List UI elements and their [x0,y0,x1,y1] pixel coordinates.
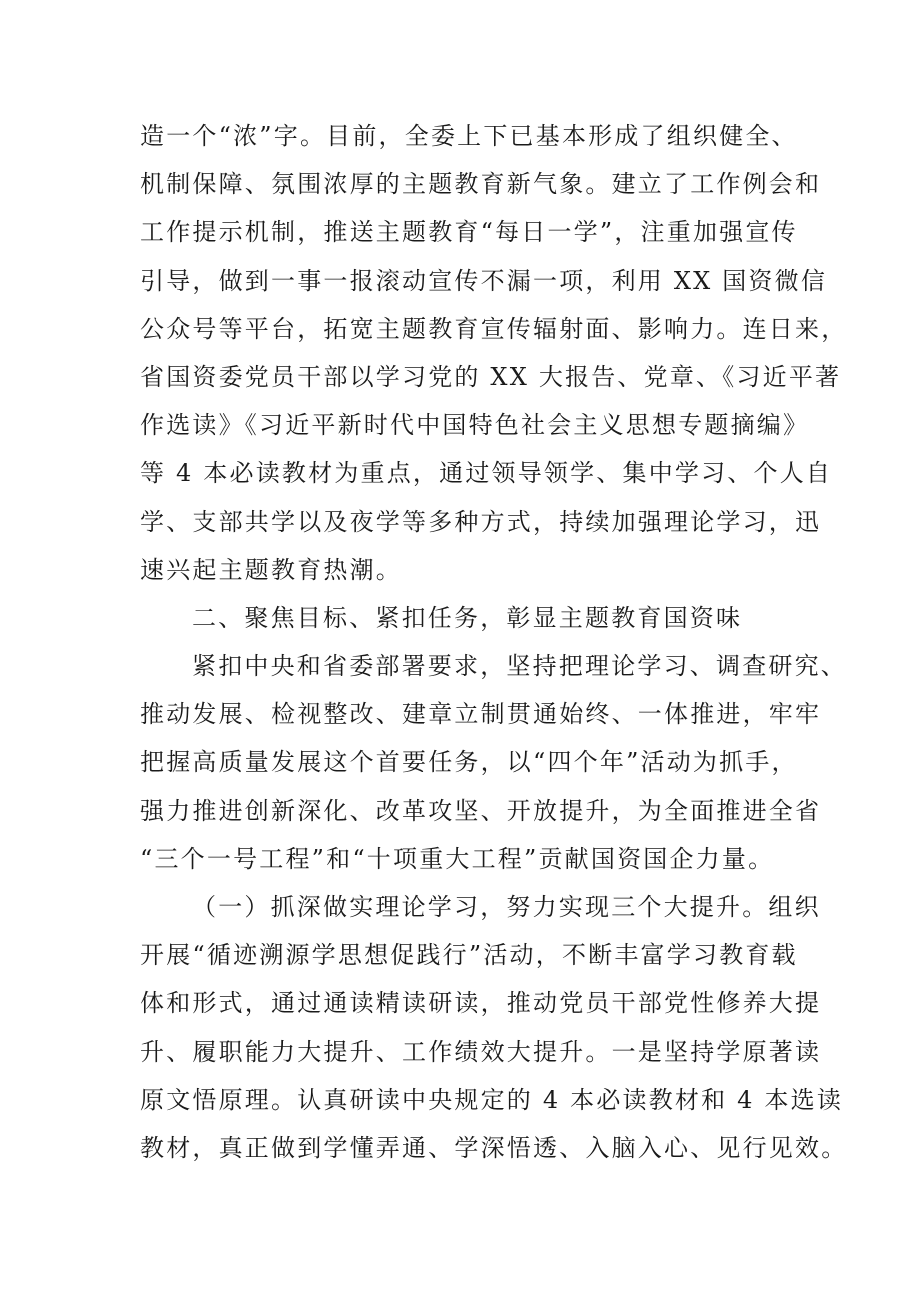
text-line: 体和形式，通过通读精读研读，推动党员干部党性修养大提 [140,989,822,1018]
text-line: 升、履职能力大提升、工作绩效大提升。一是坚持学原著读 [140,1037,822,1066]
document-body [140,112,848,1172]
text-line: 教材，真正做到学懂弄通、学深悟透、入脑入心、见行见效。 [140,1133,848,1162]
text-line: 速兴起主题教育热潮。 [140,555,402,584]
subsection-heading: （一）抓深做实理论学习，努力实现三个大提升。组织 [192,893,821,921]
text-line: “三个一号工程”和“十项重大工程”贡献国资国企力量。 [140,844,775,873]
text-line: 引导，做到一事一报滚动宣传不漏一项，利用 XX 国资微信 [140,266,828,295]
text-line: 公众号等平台，拓宽主题教育宣传辐射面、影响力。连日来， [140,314,848,343]
text-line: 造一个“浓”字。目前，全委上下已基本形成了组织健全、 [140,122,798,150]
text-line: 学、支部共学以及夜学等多种方式，持续加强理论学习，迅 [140,507,822,536]
text-line: 原文悟原理。认真研读中央规定的 4 本必读教材和 4 本选读 [140,1085,844,1114]
text-line: 强力推进创新深化、改革攻坚、开放提升，为全面推进全省 [140,796,822,825]
text-line: 紧扣中央和省委部署要求，坚持把理论学习、调查研究、 [192,652,847,681]
section-heading: 二、聚焦目标、紧扣任务，彰显主题教育国资味 [192,603,743,632]
text-line: 机制保障、氛围浓厚的主题教育新气象。建立了工作例会和 [140,170,822,199]
text-line: 把握高质量发展这个首要任务，以“四个年”活动为抓手， [140,748,798,777]
text-line: 省国资委党员干部以学习党的 XX 大报告、党章、《习近平著 [140,362,842,391]
text-line: 等 4 本必读教材为重点，通过领导领学、集中学习、个人自 [140,459,833,488]
text-line: 工作提示机制，推送主题教育“每日一学”，注重加强宣传 [140,218,798,247]
text-line: 推动发展、检视整改、建章立制贯通始终、一体推进，牢牢 [140,700,822,729]
text-line: 开展“循迹溯源学思想促践行”活动，不断丰富学习教育载 [140,941,798,970]
text-line: 作选读》《习近平新时代中国特色社会主义思想专题摘编》 [140,411,810,440]
